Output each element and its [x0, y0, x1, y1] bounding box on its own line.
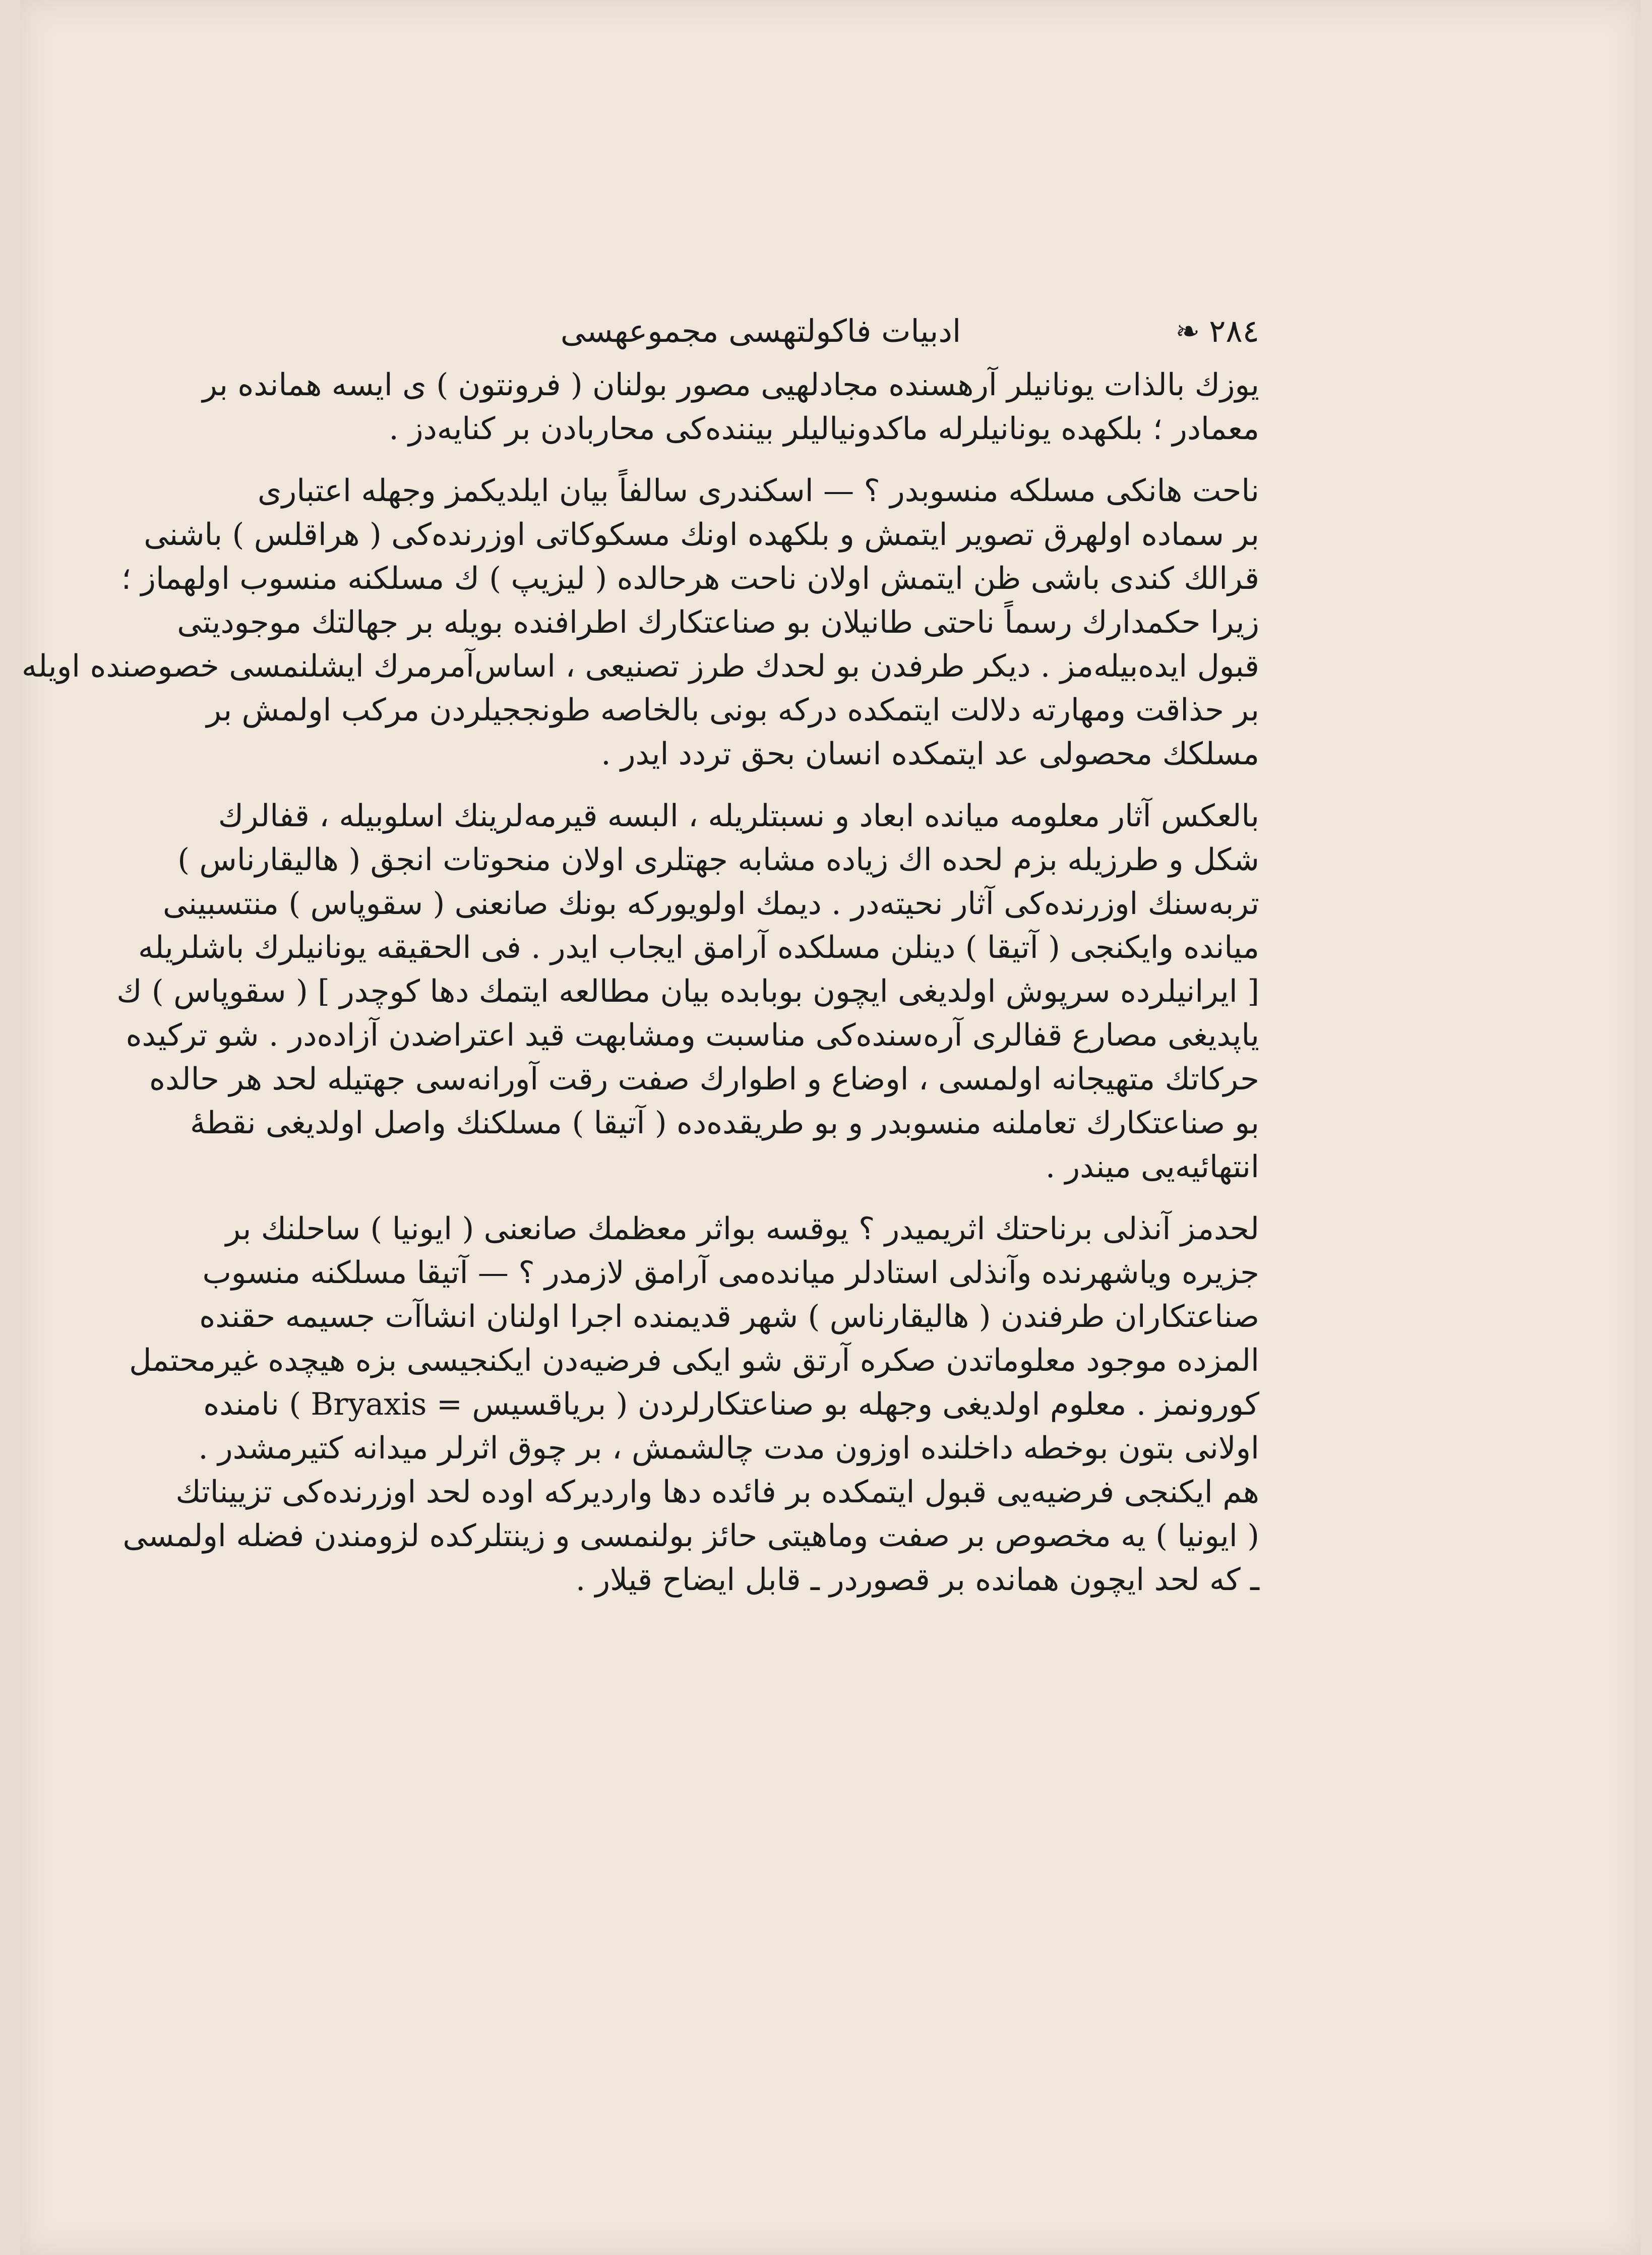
paragraph-4 — [123, 1207, 1259, 1602]
page-number: ٢٨٤ — [1209, 313, 1259, 349]
page-number-group — [1175, 309, 1259, 354]
text-line: صناعتكاران طرفندن ( هاليقارناس ) شهر قديمنده اجرا اولنان انشاآت جسيمه حقنده — [199, 1299, 1259, 1334]
text-line: ميانده وايكنجى ( آتيقا ) دينلن مسلكده آرامق ايجاب ايدر . فى الحقيقه يونانيلرك باشلريله — [138, 930, 1259, 965]
text-line: المزده موجود معلوماتدن صكره آرتق شو ايكى فرضيه‌دن ايكنجيسى بزه هيچده غيرمحتمل — [129, 1343, 1259, 1378]
running-title: ادبيات فاكولتهسى مجموعهسى — [560, 313, 961, 349]
text-line: ناحت هانكى مسلكه منسوبدر ؟ — اسكندرى سالفاً بيان ايلديكمز وجهله اعتبارى — [258, 473, 1259, 509]
text-line: اولانى بتون بوخطه داخلنده اوزون مدت چالشمش ، بر چوق اثرلر ميدانه كتيرمشدر . — [198, 1430, 1259, 1466]
text-line: يوزك بالذات يونانيلر آرهسنده مجادلهيى مصور بولنان ( فرونتون ) ى ايسه همانده بر — [202, 367, 1259, 403]
paragraph-2 — [21, 469, 1259, 776]
text-line: كورونمز . معلوم اولديغى وجهله بو صناعتكارلردن ( برياقسيس = Bryaxis ) نامنده — [203, 1386, 1259, 1422]
text-line: لحدمز آنذلى برناحتك اثريميدر ؟ يوقسه بواثر معظمك صانعنى ( ايونيا ) ساحلنك بر — [225, 1211, 1259, 1247]
paragraph-3 — [116, 794, 1259, 1189]
text-line: قرالك كندى باشى ظن ايتمش اولان ناحت هرحالده ( ليزيپ ) ك مسلكنه منسوب اولهماز ؛ — [121, 561, 1259, 596]
paragraph-1 — [202, 363, 1259, 451]
text-line: ياپديغى مصارع قفالرى آره‌سنده‌كى مناسبت ومشابهت قيد اعتراضدن آزاده‌در . شو تركيده — [126, 1017, 1259, 1053]
page-header — [262, 309, 1259, 354]
text-line: بالعكس آثار معلومه ميانده ابعاد و نسبتلريله ، البسه قيرمه‌لرينك اسلوبيله ، قفالرك — [218, 798, 1259, 834]
text-line: حركاتك متهيجانه اولمسى ، اوضاع و اطوارك صفت رقت آورانه‌سى جهتيله لحد هر حالده — [149, 1061, 1259, 1097]
book-page — [20, 0, 1641, 2255]
text-line: انتهائيه‌يى ميندر . — [1045, 1149, 1259, 1185]
text-line: ـ كه لحد ايچون همانده بر قصوردر ـ قابل ايضاح قيلار . — [575, 1562, 1259, 1598]
text-line: هم ايكنجى فرضيه‌يى قبول ايتمكده بر فائده دها وارديركه اوده لحد اوزرنده‌كى تزييناتك — [175, 1474, 1259, 1510]
text-line: جزيره وياشهرنده وآنذلى استادلر ميانده‌مى آرامق لازمدر ؟ — آتيقا مسلكنه منسوب — [202, 1255, 1259, 1291]
text-line: شكل و طرزيله بزم لحده اك زياده مشابه جهتلرى اولان منحوتات انجق ( هاليقارناس ) — [177, 842, 1259, 878]
body-text — [21, 363, 1259, 1805]
text-line: بر حذاقت ومهارته دلالت ايتمكده دركه بونى بالخاصه طونججيلردن مركب اولمش بر — [206, 692, 1259, 728]
text-line: قبول ايده‌بيله‌مز . ديكر طرفدن بو لحدك طرز تصنيعى ، اساس‌آمرمرك ايشلنمسى خصوصنده اويله — [21, 648, 1259, 684]
text-line: مسلكك محصولى عد ايتمكده انسان بحق تردد ايدر . — [601, 736, 1259, 772]
text-line: ( ايونيا ) يه مخصوص بر صفت وماهيتى حائز بولنمسى و زينتلركده لزومندن فضله اولمسى — [123, 1518, 1259, 1554]
text-line: تربه‌سنك اوزرنده‌كى آثار نحيته‌در . ديمك اولويوركه بونك صانعنى ( سقوپاس ) منتسبينى — [163, 886, 1259, 922]
text-line: [ ايرانيلرده سرپوش اولديغى ايچون بوبابده بيان مطالعه ايتمك دها كوچدر ] ( سقوپاس ) ك — [116, 973, 1259, 1009]
fleuron-icon: ❧ — [1175, 314, 1200, 348]
text-line: زيرا حكمدارك رسماً ناحتى طانيلان بو صناعتكارك اطرافنده بويله بر جهالتك موجوديتى — [177, 604, 1259, 640]
text-line: بر سماده اولهرق تصوير ايتمش و بلكهده اونك مسكوكاتى اوزرنده‌كى ( هراقلس ) باشنى — [144, 517, 1259, 553]
text-line: بو صناعتكارك تعاملنه منسوبدر و بو طريقده‌ده ( آتيقا ) مسلكنك واصل اولديغى نقطهٔ — [190, 1105, 1259, 1141]
text-line: معمادر ؛ بلكهده يونانيلرله ماكدونياليلر بيننده‌كى محاربادن بر كنايه‌دز . — [389, 411, 1259, 447]
